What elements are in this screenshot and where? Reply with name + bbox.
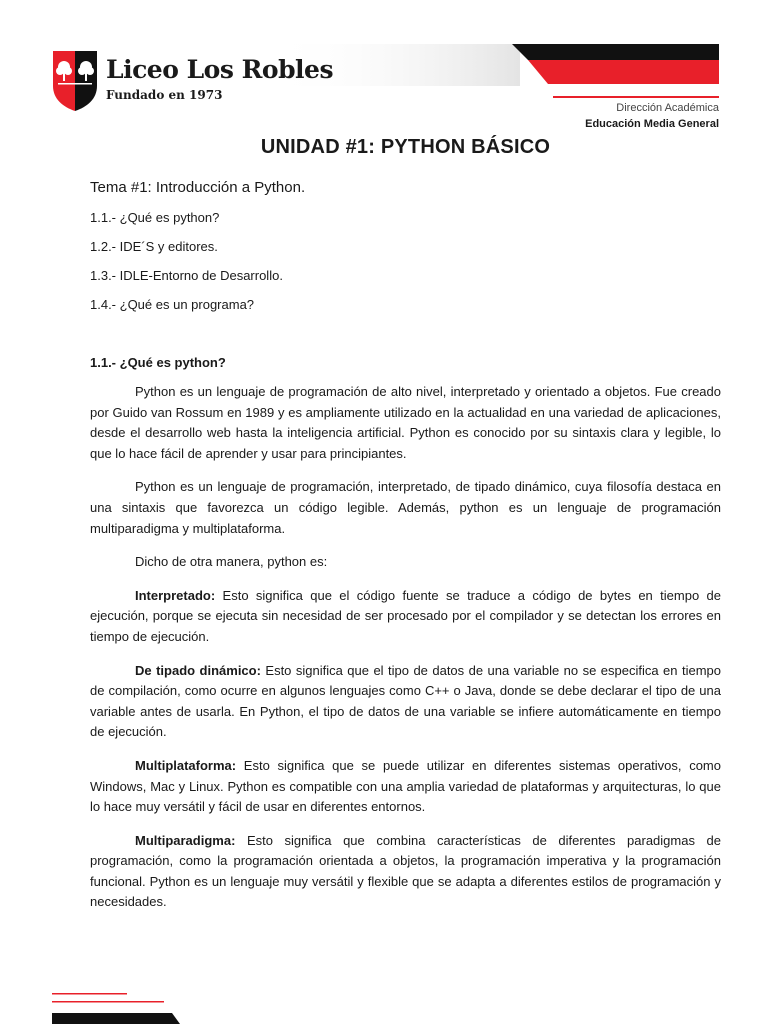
section-heading: 1.1.- ¿Qué es python?	[90, 355, 226, 370]
toc-item: 1.1.- ¿Qué es python?	[90, 210, 220, 225]
definition-term: Interpretado:	[135, 587, 216, 603]
definition-tipado-dinamico	[90, 661, 721, 743]
school-founded-tagline: Fundado en 1973	[106, 88, 223, 102]
footer-decorative-stripes	[0, 980, 768, 1024]
department-label: Dirección Académica	[616, 102, 719, 114]
definition-multiplataforma	[90, 756, 721, 818]
definition-multiparadigma	[90, 831, 721, 913]
paragraph: Python es un lenguaje de programación de alto nivel, interpretado y orientado a objetos. Fue creado por Guido van Rossum en 1989 y es ampliamente utilizado en la actualidad en una variedad de aplicaciones, desde el desarrollo web hasta la inteligencia artificial. Python es conocido por su sintaxis clara y legible, lo que lo hace fácil de aprender y usar para principiantes.	[90, 384, 721, 461]
paragraph: Python es un lenguaje de programación, interpretado, de tipado dinámico, cuya filosofía destaca en una sintaxis que favorezca un código legible. Además, python es un lenguaje de programación multiparadigma y multiplataforma.	[90, 479, 721, 536]
toc-item: 1.2.- IDE´S y editores.	[90, 239, 218, 254]
definition-interpretado	[90, 586, 721, 648]
toc-item: 1.3.- IDLE-Entorno de Desarrollo.	[90, 268, 283, 283]
definition-term: Multiparadigma:	[135, 832, 236, 848]
document-body	[90, 134, 721, 926]
education-level-label: Educación Media General	[585, 118, 719, 130]
paragraph: Dicho de otra manera, python es:	[135, 554, 328, 570]
definition-text: Esto significa que el código fuente se traduce a código de bytes en tiempo de ejecución, porque se ejecuta sin necesidad de ser procesado por el compilador y se detectan los errores en tiempo de ejecución.	[90, 587, 721, 644]
definition-term: De tipado dinámico:	[135, 662, 261, 678]
header-decorative-band	[0, 0, 768, 100]
table-of-contents	[90, 210, 721, 312]
definition-text: Esto significa que se puede utilizar en diferentes sistemas operativos, como Windows, Mac y Linux. Python es compatible con una amplia variedad de plataformas y arquitecturas, lo que lo hace muy versátil y fácil de usar en diferentes entornos.	[90, 757, 721, 815]
toc-item: 1.4.- ¿Qué es un programa?	[90, 297, 255, 312]
topic-heading: Tema #1: Introducción a Python.	[90, 179, 306, 196]
header-divider-line	[553, 96, 719, 98]
school-shield-logo	[52, 50, 98, 112]
definition-term: Multiplataforma:	[135, 757, 237, 773]
definition-text: Esto significa que el tipo de datos de una variable no se especifica en tiempo de compilación, como ocurre en algunos lenguajes como C++ o Java, donde se debe declarar el tipo de una variable antes de usarla. En Python, el tipo de datos de una variable se infiere automáticamente en tiempo de ejecución.	[90, 662, 722, 740]
definition-text: Esto significa que combina características de diferentes paradigmas de programación, como la programación orientada a objetos, la programación imperativa y la programación funcional. Python es un lenguaje muy versátil y flexible que se adapta a diferentes estilos de programación y necesidades.	[90, 832, 721, 910]
page-header	[0, 0, 768, 140]
school-name: Liceo Los Robles	[106, 55, 334, 84]
unit-title: UNIDAD #1: PYTHON BÁSICO	[260, 136, 551, 158]
